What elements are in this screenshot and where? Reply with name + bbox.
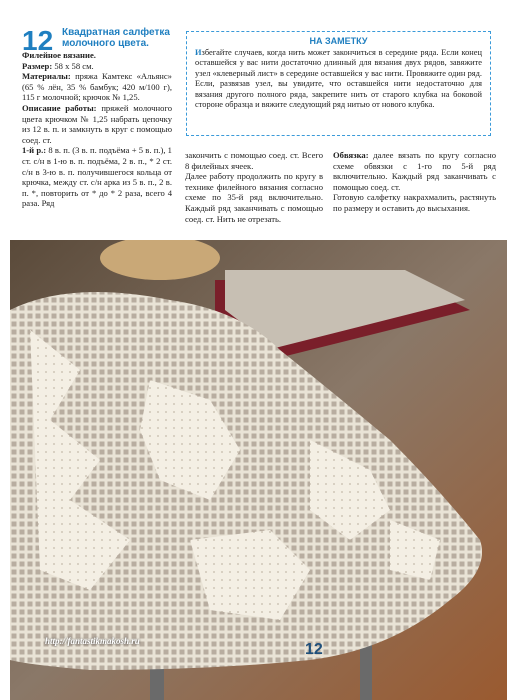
middle-text-2: Далее работу продолжить по кругу в технике филейного вязания согласно схеме по 35-й ряд включительно. Каждый ряд заканчивать с помощью соед. ст. Нить не отрезать.: [185, 171, 323, 224]
size-value: 58 х 58 см.: [54, 60, 94, 71]
row1-label: 1-й р.:: [22, 145, 47, 156]
description-label: Описание работы:: [22, 102, 97, 113]
description-value: пряжей молочного цвета крючком № 1,25 набрать цепочку из 12 в. п. и замкнуть в круг с помощью соед. ст.: [22, 102, 173, 145]
doily-photo: [10, 240, 507, 700]
pattern-number: 12: [22, 25, 54, 56]
binding-label: Обвязка:: [333, 150, 369, 160]
left-text-column: [22, 50, 172, 209]
pattern-title: Квадратная салфетка молочного цвета.: [62, 27, 170, 49]
site-url[interactable]: http://fantastikmakosh.ru: [45, 636, 140, 646]
binding-value: далее вязать по кругу согласно схеме обвязки с 1-го по 5-й ряд включительно. Каждый ряд заканчивать с помощью соед. ст.: [333, 150, 496, 192]
page-number: 12: [305, 641, 323, 658]
materials-label: Материалы:: [22, 71, 71, 82]
middle-text-column: [185, 150, 323, 224]
note-body: збегайте случаев, когда нить может закончиться в середине ряда. Если конец оставшейся у вас нити достаточно длинный для вязания двух рядов, завяжите узел «клеверный лист» в середине оставшейся у вас нити. Провяжите один ряд. Если, развязав узел, вы увидите, что оставшейся нити недостаточно для вязания другого полного ряда, закрепите нить от старого клубка на боковой стороне образца и вяжите следующий ряд нитью от нового клубка.: [195, 48, 482, 110]
right-text-column: [333, 150, 496, 214]
note-initial-letter: И: [195, 48, 202, 57]
middle-text-1: закончить с помощью соед. ст. Всего 8 филейных ячеек.: [185, 150, 323, 171]
materials-value: пряжа Камтекс «Альянс» (65 % лён, 35 % бамбук; 420 м/100 г), 115 г молочной; крючок № 1,25.: [22, 71, 172, 103]
finish-text: Готовую салфетку накрахмалить, растянуть по размеру и оставить до высыхания.: [333, 192, 496, 213]
note-text: [195, 48, 482, 110]
technique-label: Филейное вязание.: [22, 50, 96, 60]
note-title: НА ЗАМЕТКУ: [309, 36, 368, 46]
note-box: [186, 31, 491, 136]
size-label: Размер:: [22, 60, 53, 71]
row1-value: 8 в. п. (3 в. п. подъёма + 5 в. п.), 1 ст. с/н в 1-ю в. п. подъёма, 2 в. п., * 2 ст. с/н в 3-ю в. п. получившегося кольца от крючка, между ст. с/н арка из 5 в. п., 2 в. п. *, повторить от * до * 2 раза, всего 4 раза. Ряд: [22, 145, 172, 209]
doily-photo-illustration: [10, 240, 507, 700]
